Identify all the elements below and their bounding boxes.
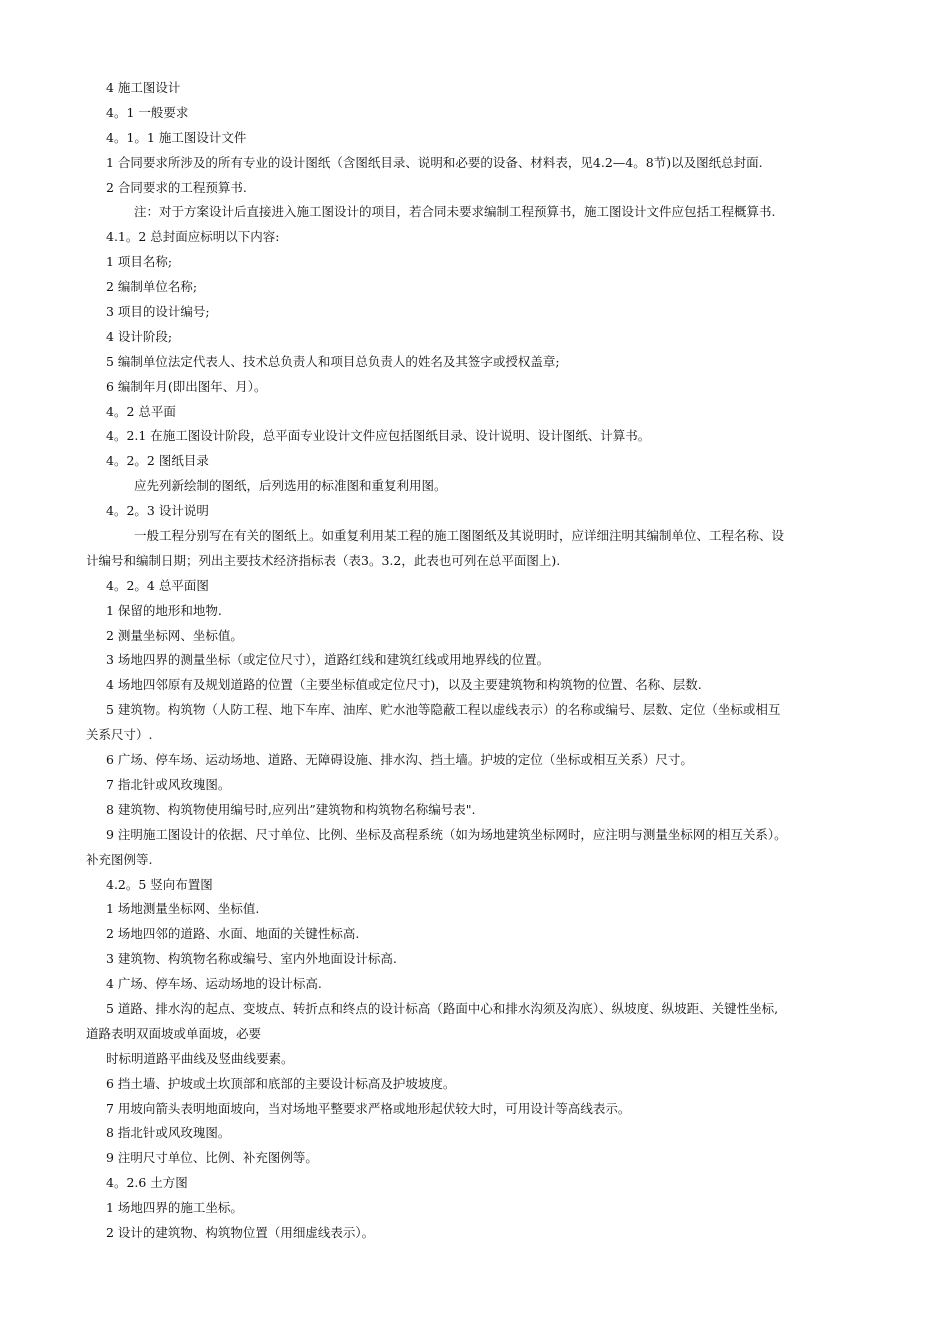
text-line: 9 注明施工图设计的依据、尺寸单位、比例、坐标及高程系统（如为场地建筑坐标网时，应注明与测量坐标网的相互关系）。	[106, 826, 787, 842]
text-line: 2 编制单位名称;	[106, 279, 198, 295]
text-line: 4 施工图设计	[106, 80, 181, 95]
text-line: 8 建筑物、构筑物使用编号时,应列出”建筑物和构筑物名称编号表".	[106, 801, 476, 817]
text-line: 1 保留的地形和地物.	[106, 602, 222, 618]
text-line: 计编号和编制日期；列出主要技术经济指标表（表3。3.2，此表也可列在总平面图上).	[86, 552, 561, 568]
text-line: 4。2 总平面	[106, 403, 176, 419]
text-line: 8 指北针或风玫瑰图。	[106, 1125, 231, 1141]
text-line: 4。2。4 总平面图	[106, 577, 209, 593]
text-line: 一般工程分别写在有关的图纸上。如重复利用某工程的施工图图纸及其说明时，应详细注明其编制单位、工程名称、设	[134, 528, 785, 544]
text-line: 4。2.6 土方图	[106, 1175, 188, 1191]
text-line: 4 场地四邻原有及规划道路的位置（主要坐标值或定位尺寸)，以及主要建筑物和构筑物的位置、名称、层数.	[106, 677, 702, 693]
text-line: 6 挡土墙、护坡或土坎顶部和底部的主要设计标高及护坡坡度。	[106, 1075, 456, 1091]
text-line: 6 广场、停车场、运动场地、道路、无障碍设施、排水沟、挡土墙。护坡的定位（坐标或相互关系）尺寸。	[106, 752, 693, 768]
text-line: 1 项目名称;	[106, 254, 173, 270]
text-line: 7 指北针或风玫瑰图。	[106, 776, 231, 792]
text-line: 5 建筑物。构筑物（人防工程、地下车库、油库、贮水池等隐蔽工程以虚线表示）的名称或编号、层数、定位（坐标或相互	[106, 702, 781, 718]
text-line: 4。2。3 设计说明	[106, 503, 209, 519]
text-line: 7 用坡向箭头表明地面坡向，当对场地平整要求严格或地形起伏较大时，可用设计等高线表示。	[106, 1100, 631, 1116]
text-line: 3 建筑物、构筑物名称或编号、室内外地面设计标高.	[106, 951, 397, 967]
text-line: 2 场地四邻的道路、水面、地面的关键性标高.	[106, 926, 360, 942]
text-line: 4 设计阶段;	[106, 328, 173, 344]
text-line: 4。1。1 施工图设计文件	[106, 129, 247, 145]
text-line: 1 场地测量坐标网、坐标值.	[106, 901, 260, 917]
text-line: 3 场地四界的测量坐标（或定位尺寸），道路红线和建筑红线或用地界线的位置。	[106, 652, 550, 668]
text-line: 5 道路、排水沟的起点、变坡点、转折点和终点的设计标高（路面中心和排水沟须及沟底）、纵坡度、纵坡距、关键性坐标,	[106, 1000, 779, 1016]
document-body	[86, 76, 886, 1246]
text-line: 4.2。5 竖向布置图	[106, 876, 213, 892]
text-line: 1 场地四界的施工坐标。	[106, 1200, 243, 1216]
text-line: 4。2。2 图纸目录	[106, 453, 209, 469]
text-line: 应先列新绘制的图纸，后列选用的标准图和重复利用图。	[134, 478, 447, 494]
text-line: 2 设计的建筑物、构筑物位置（用细虚线表示）。	[106, 1224, 375, 1240]
text-line: 4。2.1 在施工图设计阶段，总平面专业设计文件应包括图纸目录、设计说明、设计图纸、计算书。	[106, 428, 651, 444]
text-line: 关系尺寸）.	[86, 727, 153, 743]
text-line: 道路表明双面坡或单面坡，必要	[86, 1025, 262, 1041]
text-line: 2 测量坐标网、坐标值。	[106, 627, 243, 643]
text-line: 补充图例等.	[86, 851, 153, 867]
text-line: 9 注明尺寸单位、比例、补充图例等。	[106, 1150, 318, 1166]
text-line: 注：对于方案设计后直接进入施工图设计的项目，若合同未要求编制工程预算书，施工图设计文件应包括工程概算书.	[134, 204, 776, 220]
text-line: 3 项目的设计编号;	[106, 304, 210, 320]
text-line: 5 编制单位法定代表人、技术总负责人和项目总负责人的姓名及其签字或授权盖章;	[106, 353, 560, 369]
text-line: 4。1 一般要求	[106, 104, 189, 120]
text-line: 6 编制年月(即出图年、月）。	[106, 378, 267, 394]
text-line: 4.1。2 总封面应标明以下内容:	[106, 229, 280, 245]
text-line: 1 合同要求所涉及的所有专业的设计图纸（含图纸目录、说明和必要的设备、材料表，见4.2—4。8节)以及图纸总封面.	[106, 154, 763, 170]
text-line: 时标明道路平曲线及竖曲线要素。	[106, 1050, 294, 1066]
text-line: 2 合同要求的工程预算书.	[106, 179, 247, 195]
text-line: 4 广场、停车场、运动场地的设计标高.	[106, 976, 322, 992]
